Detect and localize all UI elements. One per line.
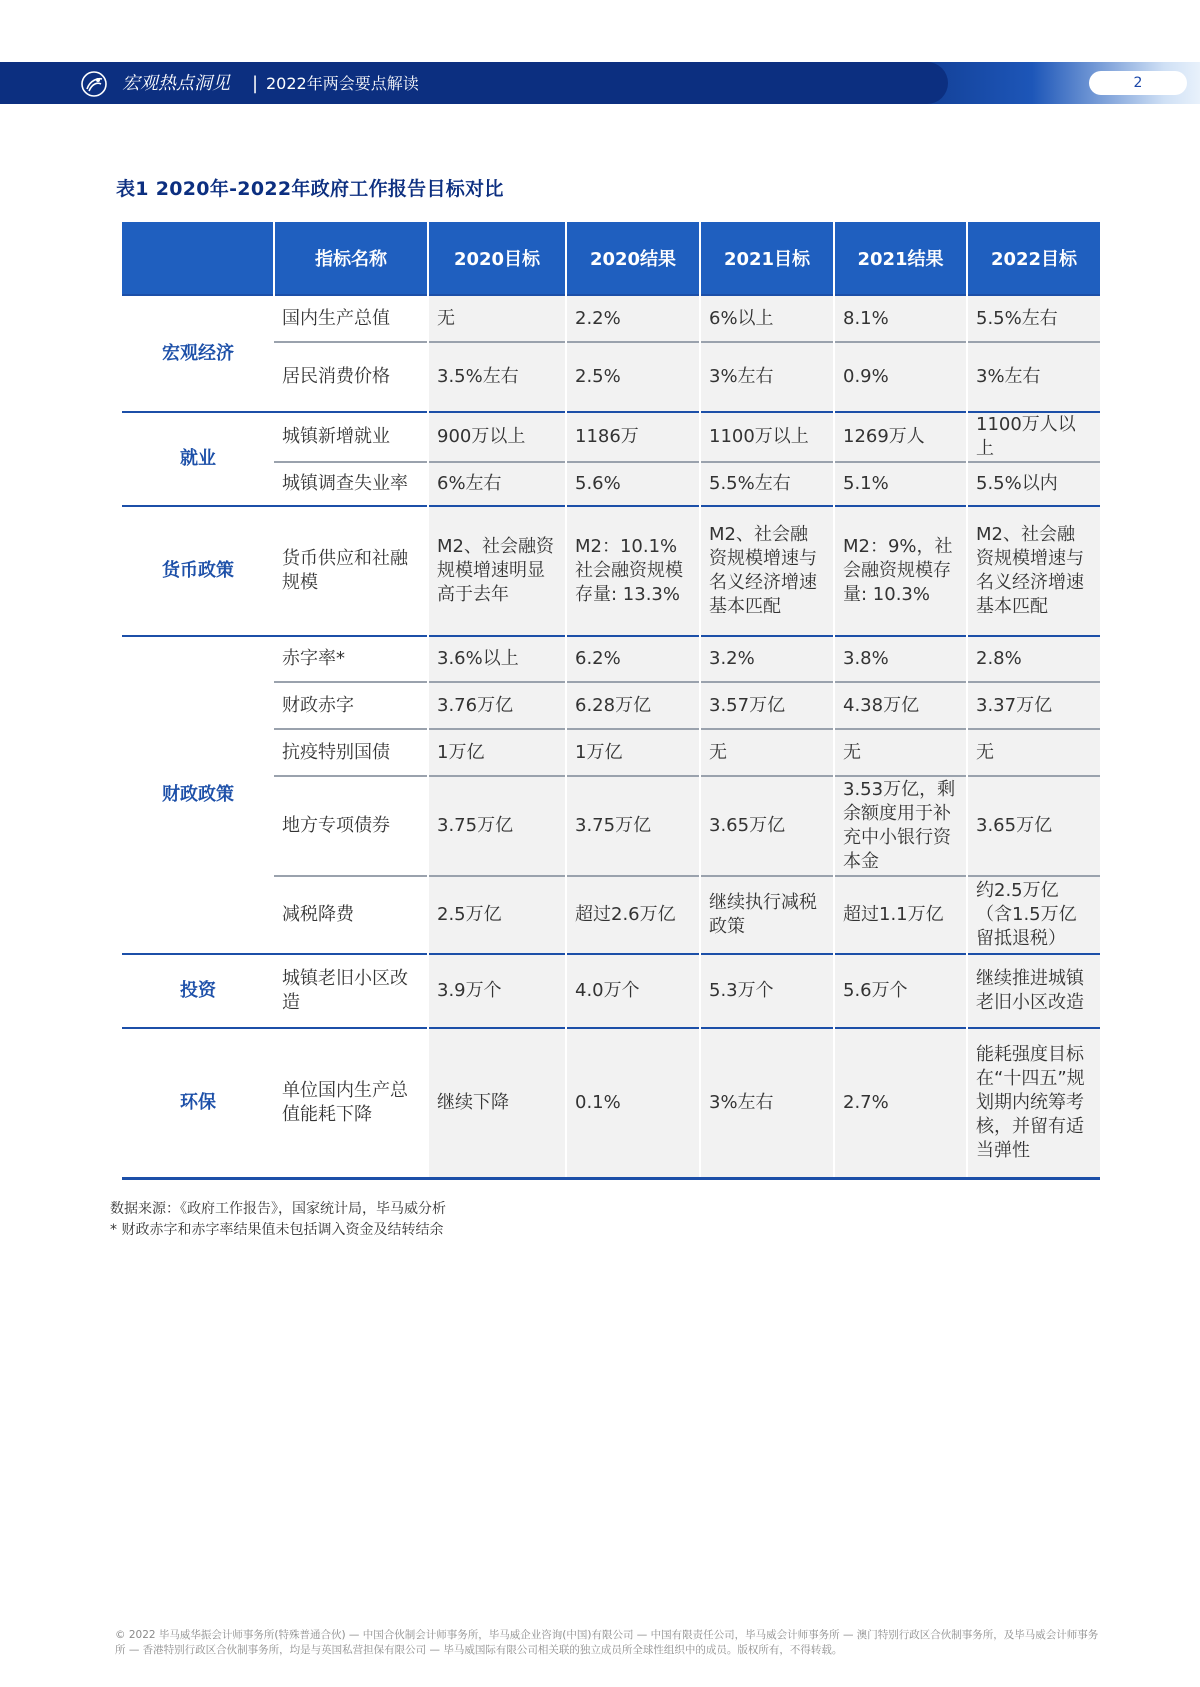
value-cell: 1186万: [566, 412, 700, 462]
value-cell: 3.75万亿: [428, 776, 566, 876]
value-cell: 3.53万亿，剩余额度用于补充中小银行资本金: [834, 776, 967, 876]
table-row: [122, 636, 1100, 682]
value-cell: 6%左右: [428, 462, 566, 506]
value-cell: 无: [700, 729, 834, 776]
value-cell: 6%以上: [700, 295, 834, 342]
value-cell: 0.1%: [566, 1028, 700, 1178]
category-investment: 投资: [122, 954, 274, 1028]
indicator-name: 城镇新增就业: [274, 412, 428, 462]
value-cell: 3.37万亿: [967, 682, 1100, 729]
value-cell: 5.3万个: [700, 954, 834, 1028]
value-cell: M2、社会融资规模增速与名义经济增速基本匹配: [700, 506, 834, 636]
value-cell: 无: [967, 729, 1100, 776]
header-subtitle: 2022年两会要点解读: [266, 74, 419, 93]
value-cell: 5.5%左右: [967, 295, 1100, 342]
value-cell: 3.65万亿: [967, 776, 1100, 876]
header-category: [122, 222, 274, 295]
value-cell: 3%左右: [700, 342, 834, 412]
value-cell: 继续推进城镇老旧小区改造: [967, 954, 1100, 1028]
value-cell: 3.6%以上: [428, 636, 566, 682]
indicator-name: 货币供应和社融规模: [274, 506, 428, 636]
value-cell: 2.8%: [967, 636, 1100, 682]
value-cell: 1万亿: [566, 729, 700, 776]
value-cell: 超过2.6万亿: [566, 876, 700, 954]
value-cell: 3.9万个: [428, 954, 566, 1028]
indicator-name: 抗疫特别国债: [274, 729, 428, 776]
table-row: [122, 1028, 1100, 1178]
header-2021-target: 2021目标: [700, 222, 834, 295]
value-cell: M2、社会融资规模增速明显高于去年: [428, 506, 566, 636]
value-cell: M2、社会融资规模增速与名义经济增速基本匹配: [967, 506, 1100, 636]
indicator-name: 地方专项债券: [274, 776, 428, 876]
value-cell: 0.9%: [834, 342, 967, 412]
value-cell: 无: [834, 729, 967, 776]
category-macro: 宏观经济: [122, 295, 274, 412]
value-cell: 8.1%: [834, 295, 967, 342]
value-cell: 900万以上: [428, 412, 566, 462]
category-employment: 就业: [122, 412, 274, 506]
value-cell: M2：10.1%社会融资规模存量: 13.3%: [566, 506, 700, 636]
value-cell: 5.1%: [834, 462, 967, 506]
copyright-footer: © 2022 毕马威华振会计师事务所(特殊普通合伙) — 中国合伙制会计师事务所，毕马威企业咨询(中国)有限公司 — 中国有限责任公司，毕马威会计师事务所 — 澳门特别行政区合伙制事务所，及毕马威会计师事务所 — 香港特别行政区合伙制事务所，均是与英国私营担保有限公司 — 毕马威国际有限公司相关联的独立成员所全球性组织中的成员。版权所有，不得转载。: [115, 1629, 1099, 1656]
indicator-name: 财政赤字: [274, 682, 428, 729]
footnote: * 财政赤字和赤字率结果值未包括调入资金及结转结余: [110, 1222, 444, 1238]
value-cell: 4.0万个: [566, 954, 700, 1028]
table-row: [122, 506, 1100, 636]
table-row: [122, 412, 1100, 462]
header-indicator: 指标名称: [274, 222, 428, 295]
value-cell: 1万亿: [428, 729, 566, 776]
header-2022-target: 2022目标: [967, 222, 1100, 295]
value-cell: 5.6%: [566, 462, 700, 506]
value-cell: 4.38万亿: [834, 682, 967, 729]
value-cell: 3.65万亿: [700, 776, 834, 876]
value-cell: 3.76万亿: [428, 682, 566, 729]
value-cell: 6.28万亿: [566, 682, 700, 729]
header-2021-result: 2021结果: [834, 222, 967, 295]
value-cell: 5.5%以内: [967, 462, 1100, 506]
value-cell: 3.57万亿: [700, 682, 834, 729]
value-cell: 继续执行减税政策: [700, 876, 834, 954]
value-cell: 5.6万个: [834, 954, 967, 1028]
value-cell: 1100万人以上: [967, 412, 1100, 462]
value-cell: 能耗强度目标在“十四五”规划期内统筹考核，并留有适当弹性: [967, 1028, 1100, 1178]
indicator-name: 单位国内生产总值能耗下降: [274, 1028, 428, 1178]
data-source-note: 数据来源：《政府工作报告》，国家统计局，毕马威分析: [110, 1201, 446, 1217]
indicator-name: 国内生产总值: [274, 295, 428, 342]
category-monetary: 货币政策: [122, 506, 274, 636]
indicator-name: 减税降费: [274, 876, 428, 954]
brand-logo-icon: [80, 70, 108, 98]
value-cell: 约2.5万亿（含1.5万亿留抵退税）: [967, 876, 1100, 954]
category-fiscal: 财政政策: [122, 636, 274, 954]
table-header-row: [122, 222, 1100, 295]
value-cell: 1100万以上: [700, 412, 834, 462]
header-brand-title: 宏观热点洞见: [122, 73, 230, 94]
value-cell: 3.2%: [700, 636, 834, 682]
indicator-name: 居民消费价格: [274, 342, 428, 412]
page-number: 2: [1089, 71, 1187, 95]
value-cell: 2.5万亿: [428, 876, 566, 954]
table-row: [122, 295, 1100, 342]
header-separator: |: [252, 73, 259, 94]
value-cell: 1269万人: [834, 412, 967, 462]
targets-comparison-table: [122, 222, 1100, 1180]
value-cell: 3%左右: [700, 1028, 834, 1178]
value-cell: 2.2%: [566, 295, 700, 342]
value-cell: M2：9%，社会融资规模存量: 10.3%: [834, 506, 967, 636]
value-cell: 6.2%: [566, 636, 700, 682]
value-cell: 3.5%左右: [428, 342, 566, 412]
header-2020-target: 2020目标: [428, 222, 566, 295]
value-cell: 5.5%左右: [700, 462, 834, 506]
value-cell: 超过1.1万亿: [834, 876, 967, 954]
table-row: [122, 954, 1100, 1028]
category-environment: 环保: [122, 1028, 274, 1178]
value-cell: 3%左右: [967, 342, 1100, 412]
value-cell: 2.5%: [566, 342, 700, 412]
value-cell: 无: [428, 295, 566, 342]
value-cell: 继续下降: [428, 1028, 566, 1178]
value-cell: 2.7%: [834, 1028, 967, 1178]
header-2020-result: 2020结果: [566, 222, 700, 295]
indicator-name: 城镇老旧小区改造: [274, 954, 428, 1028]
value-cell: 3.75万亿: [566, 776, 700, 876]
indicator-name: 赤字率*: [274, 636, 428, 682]
indicator-name: 城镇调查失业率: [274, 462, 428, 506]
table-title: 表1 2020年-2022年政府工作报告目标对比: [116, 178, 504, 200]
value-cell: 3.8%: [834, 636, 967, 682]
